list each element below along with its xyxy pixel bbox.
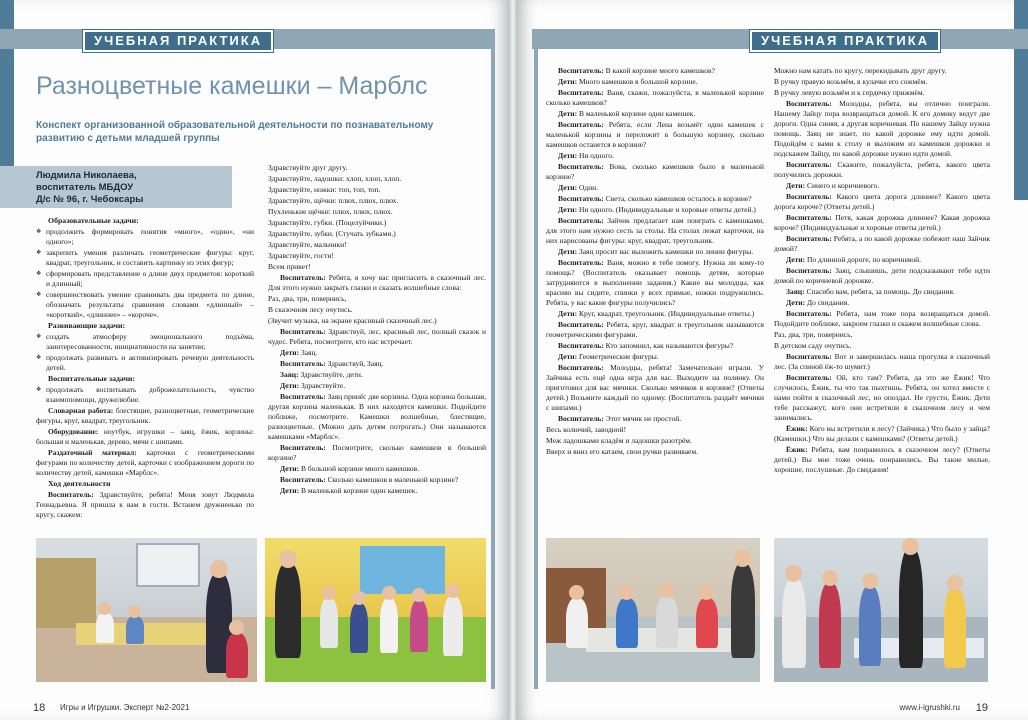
dialogue-paragraph: [774, 181, 990, 191]
dialogue-paragraph: [546, 162, 764, 182]
paragraph-text: Геометрические фигуры.: [577, 352, 659, 361]
verse-line: [268, 294, 486, 304]
section-heading: Воспитательные задачи:: [48, 374, 135, 383]
verse-line: [268, 207, 486, 217]
dialogue-paragraph: [546, 414, 764, 424]
dialogue-paragraph: [268, 443, 486, 463]
paragraph-text: Ваня, можно я тебе помогу. Нужна ли кому-то помощь? (Воспитатель оказывает помощь детям, которые затрудняются в выполнении задания.) Какие вы молодцы, как красиво вы сидите, спинки у всех прямые, ножки подружились. Ребята, у вас какие фигуры получились?: [546, 258, 764, 307]
paragraph-text: Ребята, вам понравилось в сказочном лесу? (Ответы детей.) Вы мне тоже очень понравились. Вы такие милые, хорошие, послушные. До свидания!: [774, 445, 990, 474]
task-list: [36, 385, 254, 405]
dialogue-paragraph: [546, 205, 764, 215]
dialogue-paragraph: [774, 424, 990, 444]
speaker-label: Дети:: [558, 352, 578, 361]
speaker-label: Воспитатель:: [280, 443, 326, 452]
dialogue-paragraph: [268, 273, 486, 293]
paragraph-text: Можно нам катать по кругу, перекидывать друг другу.: [774, 66, 947, 75]
footer-website: www.i-igrushki.ru: [899, 703, 960, 712]
paragraph-text: Меж ладошками кладём и ладошки разотрём.: [546, 436, 692, 445]
dialogue-paragraph: [268, 486, 486, 496]
verse-line: [774, 77, 990, 87]
text-column-1: [36, 215, 254, 521]
dialogue-paragraph: [546, 109, 764, 119]
speaker-label: Дети:: [558, 309, 578, 318]
speaker-label: Воспитатель:: [558, 88, 604, 97]
dialogue-paragraph: [546, 320, 764, 340]
speaker-label: Воспитатель:: [786, 266, 832, 275]
paragraph-text: Здравствуйте.: [299, 381, 346, 390]
list-item: ❖ продолжать воспитывать доброжелательность, чувство взаимопомощи, дружелюбие.: [36, 385, 254, 405]
article-title: Разноцветные камешки – Марблс: [36, 72, 428, 100]
dialogue-paragraph: [546, 341, 764, 351]
paragraph-text: Пухленькие щёчки: плюх, плюх, плюх.: [268, 207, 393, 216]
dialogue-paragraph: [546, 66, 764, 76]
dialogue-paragraph: [546, 216, 764, 246]
dialogue-paragraph: [774, 99, 990, 159]
author-position: воспитатель МБДОУ: [36, 182, 134, 193]
paragraph-text: Здравствуйте, ладошки: хлоп, хлоп, хлоп.: [268, 174, 402, 183]
dialogue-paragraph: [546, 247, 764, 257]
paragraph-text: Заяц, слышишь, дети подсказывают тебе идти домой по коричневой дорожке.: [774, 266, 990, 285]
speaker-label: Дети:: [558, 205, 578, 214]
paragraph-text: Заяц.: [299, 348, 318, 357]
paragraph-text: блестящие, разноцветные, геометрические фигуры, круг, квадрат, треугольник.: [36, 406, 254, 425]
verse-line: [268, 185, 486, 195]
verse-line: [268, 240, 486, 250]
paragraph-text: В ручку правую возьмём, в кулачке его сожмём.: [774, 77, 928, 86]
verse-line: [268, 174, 486, 184]
paragraph-text: Здравствуй, лес, красивый лес, полный сказок и чудес. Ребята, посмотрите, кто нас встречает.: [268, 327, 486, 346]
dialogue-paragraph: [774, 287, 990, 297]
list-item: ❖ совершенствовать умение сравнивать два предмета по длине, обозначать результаты сравнения словами «длинный» – «короткий», «длиннее» – «короче».: [36, 290, 254, 320]
section-heading: Развивающие задачи:: [48, 321, 126, 330]
dialogue-paragraph: [546, 363, 764, 413]
paragraph-text: Кого вы встретили в лесу? (Зайчика.) Что было у зайца? (Камешки.) Что вы делали с камешками? (Ответы детей.): [774, 424, 990, 443]
speaker-label: Ёжик:: [786, 445, 808, 454]
paragraph-text: Скажите, пожалуйста, ребята, какого цвета получились дорожки.: [774, 160, 990, 179]
verse-line: [268, 229, 486, 239]
verse-line: [546, 436, 764, 446]
speaker-label: Воспитатель:: [280, 359, 326, 368]
speaker-label: Воспитатель:: [786, 234, 832, 243]
article-subtitle: Конспект организованной образовательной деятельности по познавательному развитию с детьми младшей группы: [36, 120, 434, 144]
paragraph-text: (Звучит музыка, на экране красивый сказочный лес.): [268, 316, 437, 325]
list-item: ❖ закрепить умения различать геометрические фигуры: круг, квадрат, треугольник, и составить картинку из этих фигур;: [36, 248, 254, 268]
paragraph-text: Ни одного. (Индивидуальные и хоровые ответы детей.): [577, 205, 756, 214]
speaker-label: Воспитатель:: [786, 99, 832, 108]
dialogue-paragraph: [774, 373, 990, 423]
paragraph-text: Здравствуйте, зубки. (Стучать зубками.): [268, 229, 396, 238]
dialogue-paragraph: [36, 490, 254, 520]
speaker-label: Воспитатель:: [786, 160, 832, 169]
text-column-1: [546, 66, 764, 458]
author-box: [0, 166, 232, 208]
paragraph-text: Один.: [577, 183, 599, 192]
paragraph-text: ноутбук, игрушки – заяц, ёжик, корзины: большая и маленькая, дерево, мячи с шипами.: [36, 427, 254, 446]
paragraph-text: Раз, два, три, повернись,: [268, 294, 347, 303]
section-heading: Образовательные задачи:: [48, 216, 139, 225]
page-number: 19: [975, 702, 988, 714]
verse-line: [774, 88, 990, 98]
verse-line: [268, 218, 486, 228]
dialogue-paragraph: [36, 448, 254, 478]
speaker-label: Дети:: [558, 183, 578, 192]
dialogue-paragraph: [774, 160, 990, 180]
dialogue-paragraph: [546, 352, 764, 362]
speaker-label: Заяц:: [786, 287, 805, 296]
dialogue-paragraph: [268, 348, 486, 358]
dialogue-paragraph: [774, 234, 990, 254]
speaker-label: Воспитатель:: [786, 373, 832, 382]
paragraph-text: Много камешков в большой корзине.: [577, 77, 698, 86]
dialogue-paragraph: [546, 183, 764, 193]
dialogue-paragraph: [774, 352, 990, 372]
paragraph-text: До свидания.: [805, 298, 850, 307]
paragraph-text: Синего и коричневого.: [805, 181, 880, 190]
speaker-label: Словарная работа:: [48, 406, 114, 415]
paragraph-text: Здравствуйте, мальчики!: [268, 240, 347, 249]
speaker-label: Воспитатель:: [280, 475, 326, 484]
dialogue-paragraph: [774, 309, 990, 329]
speaker-label: Воспитатель:: [280, 327, 326, 336]
speaker-label: Воспитатель:: [786, 352, 832, 361]
dialogue-paragraph: [546, 258, 764, 308]
dialogue-paragraph: [774, 298, 990, 308]
paragraph-text: Посмотрите, сколько камешков в большой корзине?: [268, 443, 486, 462]
paragraph-text: Здравствуйте, щёчки: плюх, плюх, плюх.: [268, 196, 399, 205]
paragraph-text: Ваня, скажи, пожалуйста, в маленькой корзине сколько камешков?: [546, 88, 764, 107]
text-column-2: [774, 66, 990, 476]
verse-line: [268, 251, 486, 261]
dialogue-paragraph: [546, 151, 764, 161]
dialogue-paragraph: [774, 192, 990, 212]
dialogue-paragraph: [268, 370, 486, 380]
paragraph-text: Света, сколько камешков осталось в корзине?: [603, 194, 752, 203]
text-column-2: [268, 163, 486, 497]
dialogue-paragraph: [36, 427, 254, 447]
paragraph-text: Ой, кто там? Ребята, да это же Ёжик! Что случилось, Ёжик, ты что так пыхтишь. Ребята, он хотел вместе с нами пойти в сказочный лес, но опоздал. Не грусти, Ёжик. Дети тебе расскажут, кого они встретили в сказочном лесу и чем занимались.: [774, 373, 990, 422]
paragraph-text: Заяц принёс две корзины. Одна корзина большая, другая корзина маленькая. В них находятся камешки. Подойдите поближе, посмотрите. Камешки волшебные, блестящие, разноцветные. (Можно дать детям потрогать.) Они называются камешками «Марблс».: [268, 392, 486, 441]
dialogue-paragraph: [268, 327, 486, 347]
paragraph-text: карточки с геометрическими фигурами по количеству детей, карточки с изображением дороги по количеству детей, камешки «Марблс».: [36, 448, 254, 477]
verse-line: [268, 305, 486, 315]
speaker-label: Воспитатель:: [280, 392, 326, 401]
speaker-label: Воспитатель:: [558, 320, 604, 329]
speaker-label: Дети:: [280, 348, 300, 357]
task-list: [36, 227, 254, 320]
speaker-label: Дети:: [280, 381, 300, 390]
paragraph-text: Сколько камешков в маленькой корзине?: [325, 475, 459, 484]
paragraph-text: В маленькой корзине один камешек.: [299, 486, 418, 495]
dialogue-paragraph: [268, 464, 486, 474]
paragraph-text: Кто запомнил, как называются фигуры?: [603, 341, 734, 350]
paragraph-text: Здравствуйте, губки. (Поцелуйчики.): [268, 218, 387, 227]
paragraph-text: Ребята, если Лена возьмёт один камешек с маленькой корзины и переложит в большую корзину, сколько камешков останется в корзине?: [546, 120, 764, 149]
dialogue-paragraph: [546, 77, 764, 87]
verse-line: [774, 66, 990, 76]
list-item: ❖ продолжить формировать понятия «много», «один», «ни одного»;: [36, 227, 254, 247]
speaker-label: Заяц:: [280, 370, 299, 379]
side-rule: [534, 49, 538, 689]
dialogue-paragraph: [546, 120, 764, 150]
verse-line: [546, 447, 764, 457]
left-page: [0, 0, 510, 720]
verse-line: [268, 262, 486, 272]
paragraph-text: Ребята, я хочу вас пригласить в сказочный лес. Для этого нужно закрыть глазки и сказать волшебные слова:: [268, 273, 486, 292]
list-item: ❖ продолжать развивать и активизировать речевую деятельность детей.: [36, 353, 254, 373]
paragraph-text: Вот и завершилась наша прогулка в сказочный лес. (За спиной ёж-то шумит.): [774, 352, 990, 371]
speaker-label: Воспитатель:: [48, 490, 94, 499]
paragraph-text: Круг, квадрат, треугольник. (Индивидуальные ответы.): [577, 309, 755, 318]
dialogue-paragraph: [268, 381, 486, 391]
dialogue-paragraph: [774, 213, 990, 233]
paragraph-text: Ребята, нам тоже пора возвращаться домой. Подойдите поближе, закроем глазки и скажем волшебные слова.: [774, 309, 990, 328]
section-heading: Ход деятельности: [48, 479, 111, 488]
paragraph-text: В детском саду очутись.: [774, 341, 852, 350]
paragraph-text: Молодцы, ребята, вы отлично поиграли. Нашему Зайцу пора возвращаться домой. К его домику ведут две дороги. Одна синяя, а другая коричневая. По нашему Зайцу нужна помощь. Заяц не знает, по какой дорожке ему идти домой. Подойдём с вами к столу и выложим из камешков дорожки и подскажем Зайцу, по какой дорожке нужно идти домой.: [774, 99, 990, 158]
paragraph-text: Молодцы, ребята! Замечательно играли. У Зайчика есть ещё одна игра для вас. Выходите на полянку. Он приготовил для вас мячики. Сколько мячиков в корзине? (Ответы детей.) Возьмите каждый по одному. (Воспитатель раздаёт мячики с шипами.): [546, 363, 764, 412]
author-institution: Д/с № 96, г. Чебоксары: [36, 194, 144, 205]
right-page: [516, 0, 1028, 720]
paragraph-text: Этот мячик не простой.: [603, 414, 682, 423]
speaker-label: Воспитатель:: [558, 162, 604, 171]
author-name: Людмила Николаева,: [36, 170, 137, 181]
list-item: ❖ создать атмосферу эмоционального подъёма, заинтересованности, инициативности на занятии;: [36, 332, 254, 352]
section-tag: УЧЕБНАЯ ПРАКТИКА: [83, 30, 273, 52]
verse-line: [268, 196, 486, 206]
paragraph-text: Ни одного.: [577, 151, 614, 160]
paragraph-text: Раз, два, три, повернись,: [774, 330, 853, 339]
classroom-photo-kids-standing: [774, 538, 988, 682]
page-number: 18: [33, 702, 46, 714]
speaker-label: Воспитатель:: [280, 273, 326, 282]
paragraph-text: Вова, сколько камешков было в маленькой корзине?: [546, 162, 764, 181]
verse-line: [774, 330, 990, 340]
dialogue-paragraph: [546, 309, 764, 319]
speaker-label: Воспитатель:: [558, 258, 604, 267]
dialogue-paragraph: [774, 255, 990, 265]
speaker-label: Дети:: [786, 298, 806, 307]
speaker-label: Дети:: [280, 486, 300, 495]
dialogue-paragraph: [546, 194, 764, 204]
speaker-label: Дети:: [786, 255, 806, 264]
paragraph-text: Какого цвета дорога длиннее? Какого цвета дорога короче? (Ответы детей.): [774, 192, 990, 211]
paragraph-text: В большой корзине много камешков.: [299, 464, 420, 473]
speaker-label: Ёжик:: [786, 424, 808, 433]
classroom-photo-circle: [265, 538, 486, 682]
dialogue-paragraph: [268, 359, 486, 369]
speaker-label: Дети:: [558, 151, 578, 160]
verse-line: [546, 425, 764, 435]
speaker-label: Дети:: [280, 464, 300, 473]
paragraph-text: Спасибо вам, ребята, за помощь. До свидания.: [804, 287, 955, 296]
speaker-label: Воспитатель:: [786, 213, 832, 222]
speaker-label: Оборудование:: [48, 427, 99, 436]
paragraph-text: Петя, какая дорожка длиннее? Какая дорожка короче? (Индивидуальные и хоровые ответы детей.): [774, 213, 990, 232]
section-tag: УЧЕБНАЯ ПРАКТИКА: [750, 30, 940, 52]
speaker-label: Воспитатель:: [558, 194, 604, 203]
speaker-label: Воспитатель:: [786, 192, 832, 201]
dialogue-paragraph: [268, 475, 486, 485]
classroom-photo-table: [36, 538, 257, 682]
paragraph-text: В ручку левую возьмём и к сердечку прижмём.: [774, 88, 925, 97]
list-item: ❖ сформировать представление о длине двух предметов: короткий и длинный;: [36, 269, 254, 289]
dialogue-paragraph: [774, 266, 990, 286]
speaker-label: Воспитатель:: [558, 120, 604, 129]
task-list: [36, 332, 254, 373]
classroom-photo-kids-table: [546, 538, 760, 682]
paragraph-text: Вверх и вниз его катаем, свои ручки развиваем.: [546, 447, 699, 456]
paragraph-text: Здравствуйте, дети.: [298, 370, 363, 379]
paragraph-text: Здравствуйте друг другу.: [268, 163, 348, 172]
side-rule: [491, 49, 495, 689]
speaker-label: Дети:: [558, 77, 578, 86]
speaker-label: Воспитатель:: [786, 309, 832, 318]
dialogue-paragraph: [268, 392, 486, 442]
paragraph-text: В маленькой корзине один камешек.: [577, 109, 696, 118]
speaker-label: Воспитатель:: [558, 363, 604, 372]
dialogue-paragraph: [774, 445, 990, 475]
speaker-label: Воспитатель:: [558, 414, 604, 423]
speaker-label: Дети:: [558, 109, 578, 118]
dialogue-paragraph: [546, 88, 764, 108]
paragraph-text: Здравствуй, Заяц.: [325, 359, 384, 368]
verse-line: [268, 163, 486, 173]
paragraph-text: Здравствуйте, гости!: [268, 251, 334, 260]
speaker-label: Воспитатель:: [558, 341, 604, 350]
footer-journal: Игры и Игрушки. Эксперт №2-2021: [60, 703, 190, 712]
verse-line: [774, 341, 990, 351]
speaker-label: Дети:: [786, 181, 806, 190]
paragraph-text: В какой корзине много камешков?: [603, 66, 715, 75]
speaker-label: Воспитатель:: [558, 216, 604, 225]
paragraph-text: Заяц просит вас выложить камешки по линии фигуры.: [577, 247, 754, 256]
paragraph-text: Ребята, а по какой дорожке побежит наш Зайчик домой?: [774, 234, 990, 253]
speaker-label: Раздаточный материал:: [48, 448, 137, 457]
paragraph-text: Всем привет!: [268, 262, 311, 271]
paragraph-text: Здравствуйте, ножки: топ, топ, топ.: [268, 185, 381, 194]
paragraph-text: По длинной дороге, по коричневой.: [805, 255, 922, 264]
verse-line: [268, 316, 486, 326]
dialogue-paragraph: [36, 406, 254, 426]
paragraph-text: В сказочном лесу очутись.: [268, 305, 353, 314]
paragraph-text: Зайчик предлагает нам поиграть с камешками, для этого нам нужно сесть за столы. На столах лежат карточки, на них нарисованы фигуры: круг, квадрат, треугольник.: [546, 216, 764, 245]
speaker-label: Дети:: [558, 247, 578, 256]
paragraph-text: Здравствуйте, ребята! Меня зовут Людмила Геннадьевна. Я пришла к вам в гости. Встанем дружненько по кругу, скажем:: [36, 490, 254, 519]
speaker-label: Воспитатель:: [558, 66, 604, 75]
paragraph-text: Весь колючий, заводной!: [546, 425, 627, 434]
paragraph-text: Ребята, круг, квадрат и треугольник называются геометрическими фигурами.: [546, 320, 764, 339]
